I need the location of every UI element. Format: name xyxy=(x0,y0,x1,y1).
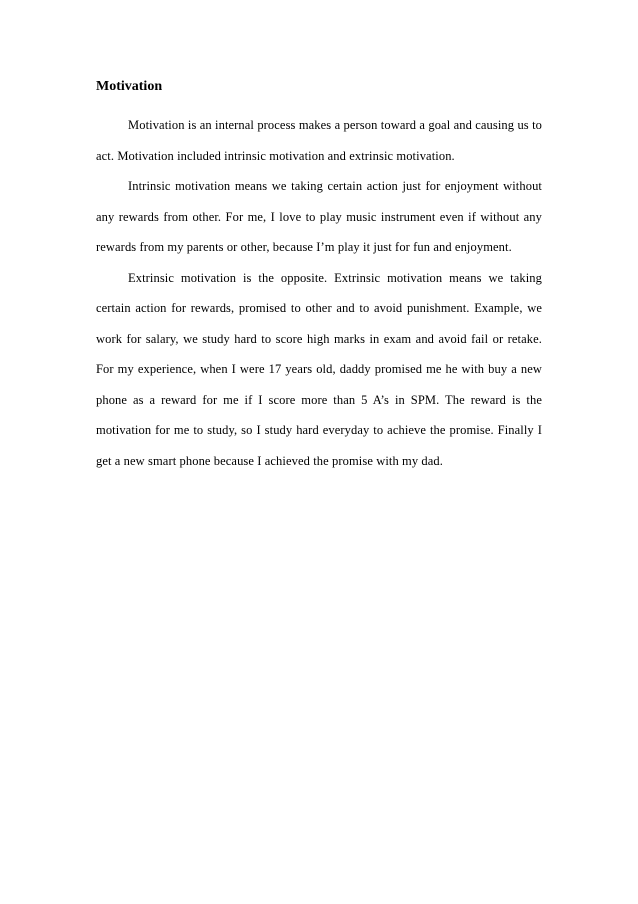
document-body xyxy=(96,78,542,476)
paragraph-intro: Motivation is an internal process makes a person toward a goal and causing us to act. Motivation included intrinsic motivation and extrinsic motivation. xyxy=(96,118,542,163)
paragraph-extrinsic: Extrinsic motivation is the opposite. Extrinsic motivation means we taking certain action for rewards, promised to other and to avoid punishment. Example, we work for salary, we study hard to score high marks in exam and avoid fail or retake. For my experience, when I were 17 years old, daddy promised me he with buy a new phone as a reward for me if I score more than 5 A’s in SPM. The reward is the motivation for me to study, so I study hard everyday to achieve the promise. Finally I get a new smart phone because I achieved the promise with my dad. xyxy=(96,270,542,468)
section-heading: Motivation xyxy=(96,79,163,94)
paragraph-intrinsic: Intrinsic motivation means we taking certain action just for enjoyment without any rewards from other. For me, I love to play music instrument even if without any rewards from my parents or other, because I’m play it just for fun and enjoyment. xyxy=(96,179,542,254)
